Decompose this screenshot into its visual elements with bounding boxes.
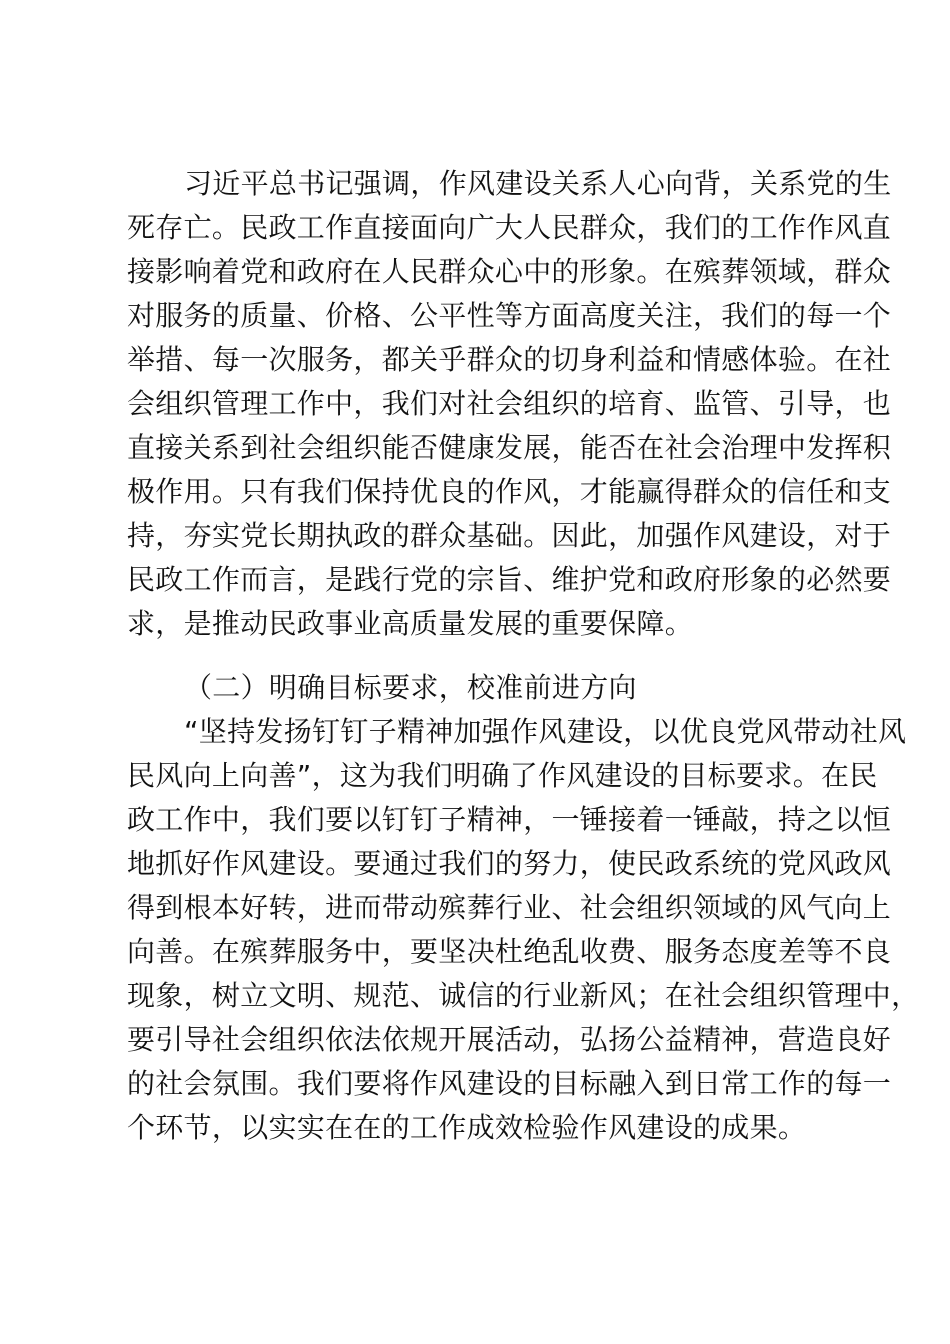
paragraph-2-line: “坚持发扬钉钉子精神加强作风建设，以优良党风带动社风 [184, 715, 907, 748]
paragraph-2-line: 个环节，以实实在在的工作成效检验作风建设的成果。 [127, 1111, 807, 1144]
paragraph-1-line: 接影响着党和政府在人民群众心中的形象。在殡葬领域，群众 [127, 255, 892, 288]
paragraph-1-line: 举措、每一次服务，都关乎群众的切身利益和情感体验。在社 [127, 343, 892, 376]
paragraph-1-line: 死存亡。民政工作直接面向广大人民群众，我们的工作作风直 [127, 211, 892, 244]
paragraph-1-line: 直接关系到社会组织能否健康发展，能否在社会治理中发挥积 [127, 431, 892, 464]
paragraph-1-line: 极作用。只有我们保持优良的作风，才能赢得群众的信任和支 [127, 475, 892, 508]
section-heading: （二）明确目标要求，校准前进方向 [184, 671, 637, 704]
paragraph-2-line: 民风向上向善”，这为我们明确了作风建设的目标要求。在民 [127, 759, 878, 792]
paragraph-1-line: 求，是推动民政事业高质量发展的重要保障。 [127, 607, 694, 640]
paragraph-1-line: 民政工作而言，是践行党的宗旨、维护党和政府形象的必然要 [127, 563, 892, 596]
paragraph-2-line: 向善。在殡葬服务中，要坚决杜绝乱收费、服务态度差等不良 [127, 935, 892, 968]
paragraph-2-line: 的社会氛围。我们要将作风建设的目标融入到日常工作的每一 [127, 1067, 892, 1100]
paragraph-1-line: 习近平总书记强调，作风建设关系人心向背，关系党的生 [184, 167, 892, 200]
paragraph-2-line: 政工作中，我们要以钉钉子精神，一锤接着一锤敲，持之以恒 [127, 803, 892, 836]
paragraph-2-line: 得到根本好转，进而带动殡葬行业、社会组织领域的风气向上 [127, 891, 892, 924]
paragraph-2-line: 现象，树立文明、规范、诚信的行业新风；在社会组织管理中， [127, 979, 920, 1012]
paragraph-1-line: 持，夯实党长期执政的群众基础。因此，加强作风建设，对于 [127, 519, 892, 552]
paragraph-2-line: 要引导社会组织依法依规开展活动，弘扬公益精神，营造良好 [127, 1023, 892, 1056]
paragraph-2-line: 地抓好作风建设。要通过我们的努力，使民政系统的党风政风 [127, 847, 892, 880]
paragraph-1-line: 对服务的质量、价格、公平性等方面高度关注，我们的每一个 [127, 299, 892, 332]
paragraph-1-line: 会组织管理工作中，我们对社会组织的培育、监管、引导，也 [127, 387, 892, 420]
